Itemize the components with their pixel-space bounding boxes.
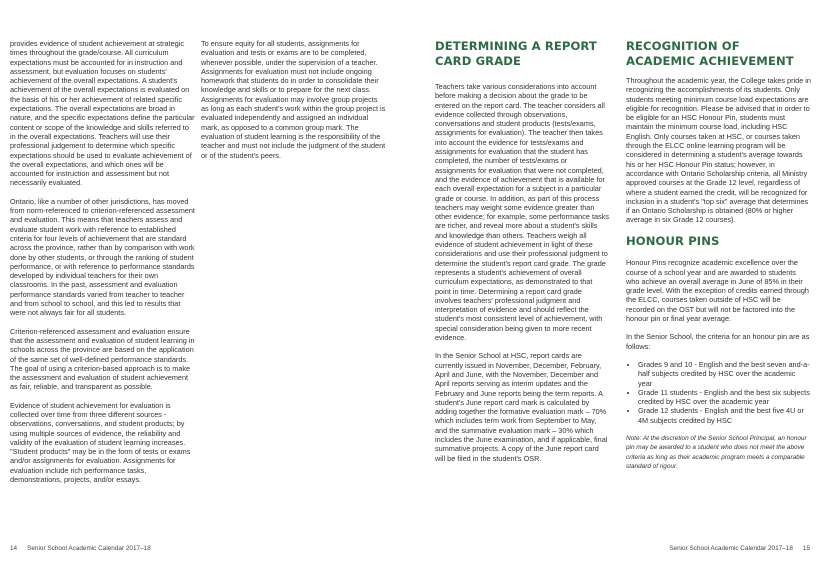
footer-title: Senior School Academic Calendar 2017–18 [27, 545, 151, 552]
body-paragraph: provides evidence of student achievement at strategic times throughout the grade/course. All curriculum expectations must be accounted for in instruction and assessment, but evaluation focuses on students' achievement of the overall expectations. A student's achievement of the overall expectations is evaluated on the basis of his or her achievement of related specific expectations. The overall expectations are broad in nature, and the specific expectations define the particular content or scope of the knowledge and skills referred to in the overall expectations. Teachers will use their professional judgement to determine which specific expectations should be used to evaluate achievement of the overall expectations, and which ones will be accounted for instruction and assessment but not necessarily evaluated. [10, 39, 195, 188]
page-number: 14 [10, 545, 18, 552]
page-number: 15 [802, 545, 810, 552]
column-3 [435, 39, 610, 472]
body-paragraph: Evidence of student achievement for evaluation is collected over time from three different sources - observations, conversations, and student products; by using multiple sources of evidence, the reliability and validity of the evaluation of student learning increases. "Student products" may be in the form of tests or exams and/or assignments for evaluation. Assignments for evaluation include rich performance tasks, demonstrations, projects, and/or essays. [10, 400, 191, 485]
body-paragraph: Honour Pins recognize academic excellence over the course of a school year and are awarded to students who achieve an overall average in June of 85% in their grade level. With the exception of credits earned through the ELCC, courses taken outside of HSC will be recorded on the OST but will not be factored into the honour pin or final year average. [626, 258, 809, 324]
list-item: • Grade 11 students - English and the best six subjects credited by HSC over the academic year [638, 388, 811, 407]
body-paragraph: Ontario, like a number of other jurisdictions, has moved from norm-referenced to criterion-referenced assessment and evaluation. This means that teachers assess and evaluate student work with reference to established criteria for four levels of achievement that are standard across the province, rather than by comparison with work done by other students, or through the ranking of student performance, or with reference to performance standards developed by individual teachers for their own classrooms. In the past, assessment and evaluation performance standards varied from teacher to teacher and from school to school, and this led to results that were not always fair for all students. [10, 196, 195, 318]
section-heading-honour-pins: HONOUR PINS [626, 233, 720, 248]
note-paragraph: Note: At the discretion of the Senior School Principal, an honour pin may be awarded to a student who does not meet the above criteria as long as their academic program meets a comparable standard of rigour. [626, 435, 807, 470]
body-paragraph: To ensure equity for all students, assignments for evaluation and tests or exams are to be completed, whenever possible, under the supervision of a teacher. Assignments for evaluation must not include ongoing homework that students do in order to consolidate their knowledge and skills or to prepare for the next class. Assignments for evaluation may involve group projects as long as each student's work within the group project is evaluated independently and assigned an individual mark, as opposed to a common group mark. The evaluation of student learning is the responsibility of the teacher and must not include the judgment of the student or of the student's peers. [201, 39, 386, 160]
footer-right [669, 545, 810, 552]
section-heading-academic-achievement: RECOGNITION OF ACADEMIC ACHIEVEMENT [626, 39, 794, 68]
criteria-list [626, 360, 811, 425]
body-paragraph: Criterion-referenced assessment and evaluation ensure that the assessment and evaluation of student learning in schools across the province are based on the application of the same set of well-defined performance standards. The goal of using a criterion-based approach is to make the assessment and evaluation of student achievement as fair, reliable, and transparent as possible. [10, 326, 195, 392]
body-paragraph: Teachers take various considerations into account before making a decision about the grade to be entered on the report card. The teacher considers all evidence collected through observations, conversations and student products (tests/exams, assignments for evaluation). The teacher then takes into account the evidence for tests/exams and assignments for evaluation that the student has completed, the number of tests/exams or assignments for evaluation that were not completed, and the evidence of achievement that is available for each overall expectation for a subject in a particular grade or course. In addition, as part of this process teachers may weight some evidence greater than other evidence; for example, some performance tasks are richer, and reveal more about a student's skills and knowledge than others. Teachers weigh all evidence of student achievement in light of these considerations and use their professional judgment to determine the student's report card grade. The grade represents a student's achievement of overall curriculum expectations, as demonstrated to that point in time. Determining a report card grade involves teachers' professional judgment and interpretation of evidence and should reflect the student's most consistent level of achievement, with special consideration being given to more recent evidence. [435, 82, 609, 343]
body-paragraph: In the Senior School, the criteria for an honour pin are as follows: [626, 332, 810, 351]
column-1 [10, 39, 195, 493]
body-paragraph: Throughout the academic year, the College takes pride in recognizing the accomplishments of its students. Only students meeting minimum course load expectations are eligible for recognition. Please be advised that in order to be eligible for an HSC Honour Pin, students must maintain the minimum course load, including HSC English. Only courses taken at HSC, or courses taken through the ELCC online learning program will be considered in determining a student's average towards his or her HSC Honour Pin status; however, in accordance with Ontario Scholarship criteria, all Ministry approved courses at the Grade 12 level, regardless of where a student earned the credit, will be recognized for inclusion in a student's "top six" average that determines if an Ontario Scholarship is obtained (80% or higher average in six Grade 12 courses). [626, 76, 811, 225]
body-paragraph: In the Senior School at HSC, report cards are currently issued in November, December, February, April and June, with the November, December and April reports serving as interim updates and the February and June reports being the term reports. A student's June report card mark is calculated by adding together the formative evaluation mark – 70% which includes term work from September to May, and the summative evaluation mark – 30% which includes the June examination, and if applicable, final summative projects. A copy of the June report card will be filed in the student's OSR. [435, 351, 608, 463]
list-item: • Grades 9 and 10 - English and the best seven and-a-half subjects credited by HSC over the academic year [638, 360, 811, 388]
column-2 [201, 39, 387, 169]
column-4 [626, 39, 811, 480]
section-heading-report-card-grade: DETERMINING A REPORT CARD GRADE [435, 39, 597, 68]
footer-title: Senior School Academic Calendar 2017–18 [669, 545, 793, 552]
footer-left [10, 545, 151, 552]
list-item: • Grade 12 students - English and the best five 4U or 4M subjects credited by HSC [638, 406, 811, 425]
